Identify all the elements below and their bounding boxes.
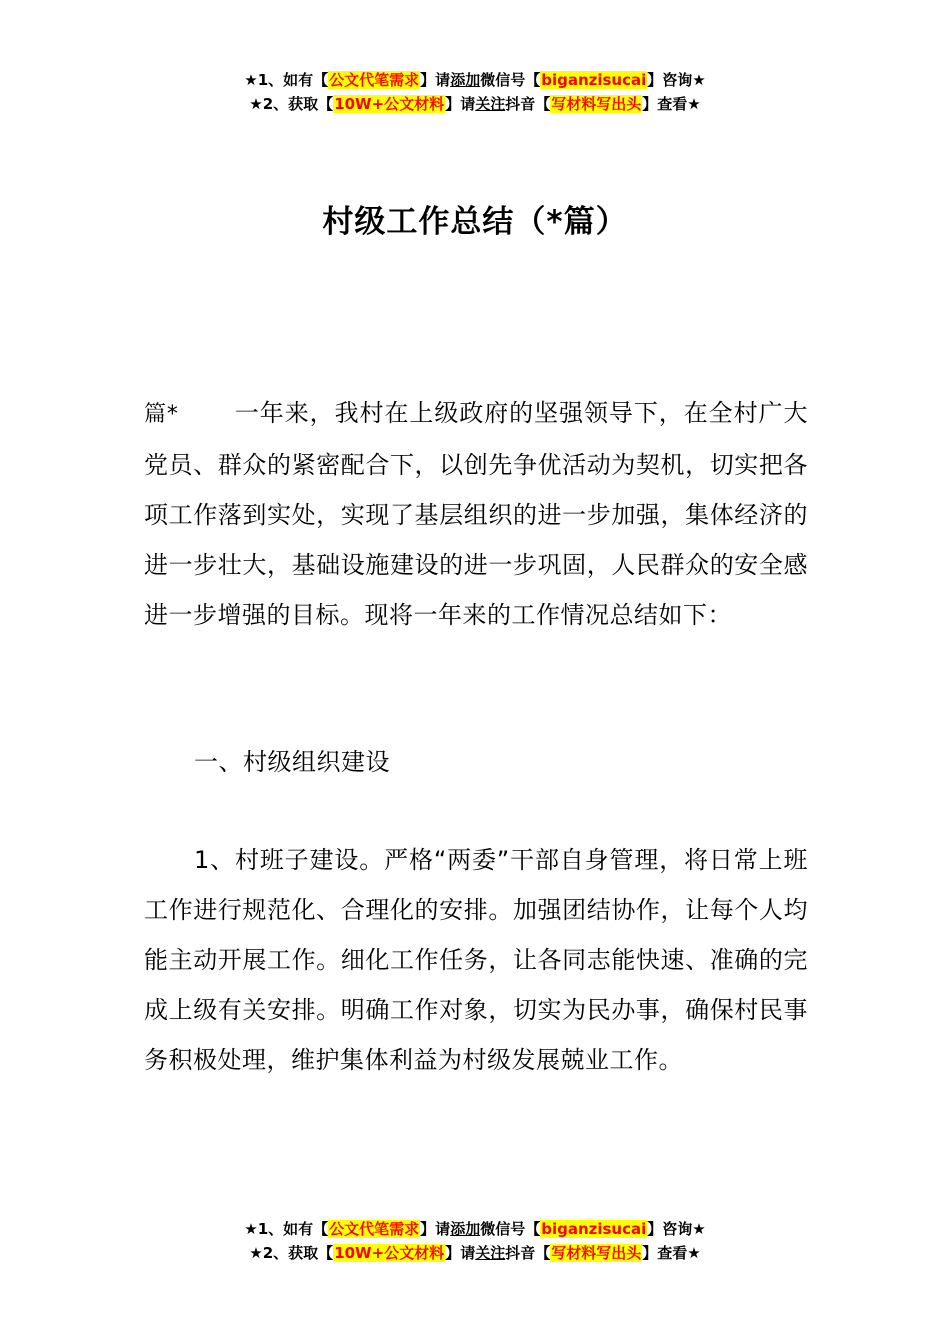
banner-highlight-materials: 10W+公文材料 [334, 1244, 445, 1262]
banner-line-2 [0, 92, 950, 116]
intro-paragraph [144, 388, 808, 640]
intro-tag: 篇* [144, 402, 179, 427]
banner-text: 抖音【 [505, 95, 551, 113]
banner-highlight-douyin: 写材料写出头 [551, 1244, 642, 1262]
banner-underlined: 关注 [475, 1244, 506, 1262]
banner-text: 】请 [420, 1220, 451, 1238]
banner-text: ★2、获取【 [249, 95, 334, 113]
banner-highlight-douyin: 写材料写出头 [551, 95, 642, 113]
banner-underlined: 关注 [475, 95, 506, 113]
section-heading: 一、村级组织建设 [194, 748, 390, 776]
banner-highlight-service: 公文代笔需求 [329, 1220, 420, 1238]
banner-text: 微信号【 [480, 71, 541, 89]
section-paragraph: 1、村班子建设。严格“两委”干部自身管理，将日常上班工作进行规范化、合理化的安排。加强团结协作，让每个人均能主动开展工作。细化工作任务，让各同志能快速、准确的完成上级有关安排。明确工作对象，切实为民办事，确保村民事务积极处理，维护集体利益为村级发展兢业工作。 [144, 846, 808, 1074]
banner-text: 】请 [420, 71, 451, 89]
banner-text: ★2、获取【 [249, 1244, 334, 1262]
banner-underlined: 添加 [450, 1220, 481, 1238]
banner-underlined: 添加 [450, 71, 481, 89]
banner-text: 】咨询★ [647, 1220, 706, 1238]
banner-highlight-materials: 10W+公文材料 [334, 95, 445, 113]
banner-text: ★1、如有【 [244, 1220, 329, 1238]
banner-highlight-wechat-id: biganzisucai [541, 1220, 647, 1238]
banner-text: 】查看★ [642, 95, 701, 113]
banner-line-1 [0, 1217, 950, 1241]
banner-text: 抖音【 [505, 1244, 551, 1262]
banner-line-1 [0, 68, 950, 92]
banner-text: 微信号【 [480, 1220, 541, 1238]
banner-text: 】请 [445, 95, 476, 113]
intro-text: 一年来，我村在上级政府的坚强领导下，在全村广大党员、群众的紧密配合下，以创先争优活动为契机，切实把各项工作落到实处，实现了基层组织的进一步加强，集体经济的进一步壮大，基础设施建设的进一步巩固，人民群众的安全感进一步增强的目标。现将一年来的工作情况总结如下： [144, 399, 808, 629]
banner-line-2 [0, 1241, 950, 1265]
banner-text: 】请 [445, 1244, 476, 1262]
banner-text: ★1、如有【 [244, 71, 329, 89]
banner-text: 】查看★ [642, 1244, 701, 1262]
banner-highlight-wechat-id: biganzisucai [541, 71, 647, 89]
banner-text: 】咨询★ [647, 71, 706, 89]
document-title: 村级工作总结（*篇） [322, 204, 628, 240]
banner-highlight-service: 公文代笔需求 [329, 71, 420, 89]
footer-banner [0, 1217, 950, 1265]
header-banner [0, 68, 950, 116]
